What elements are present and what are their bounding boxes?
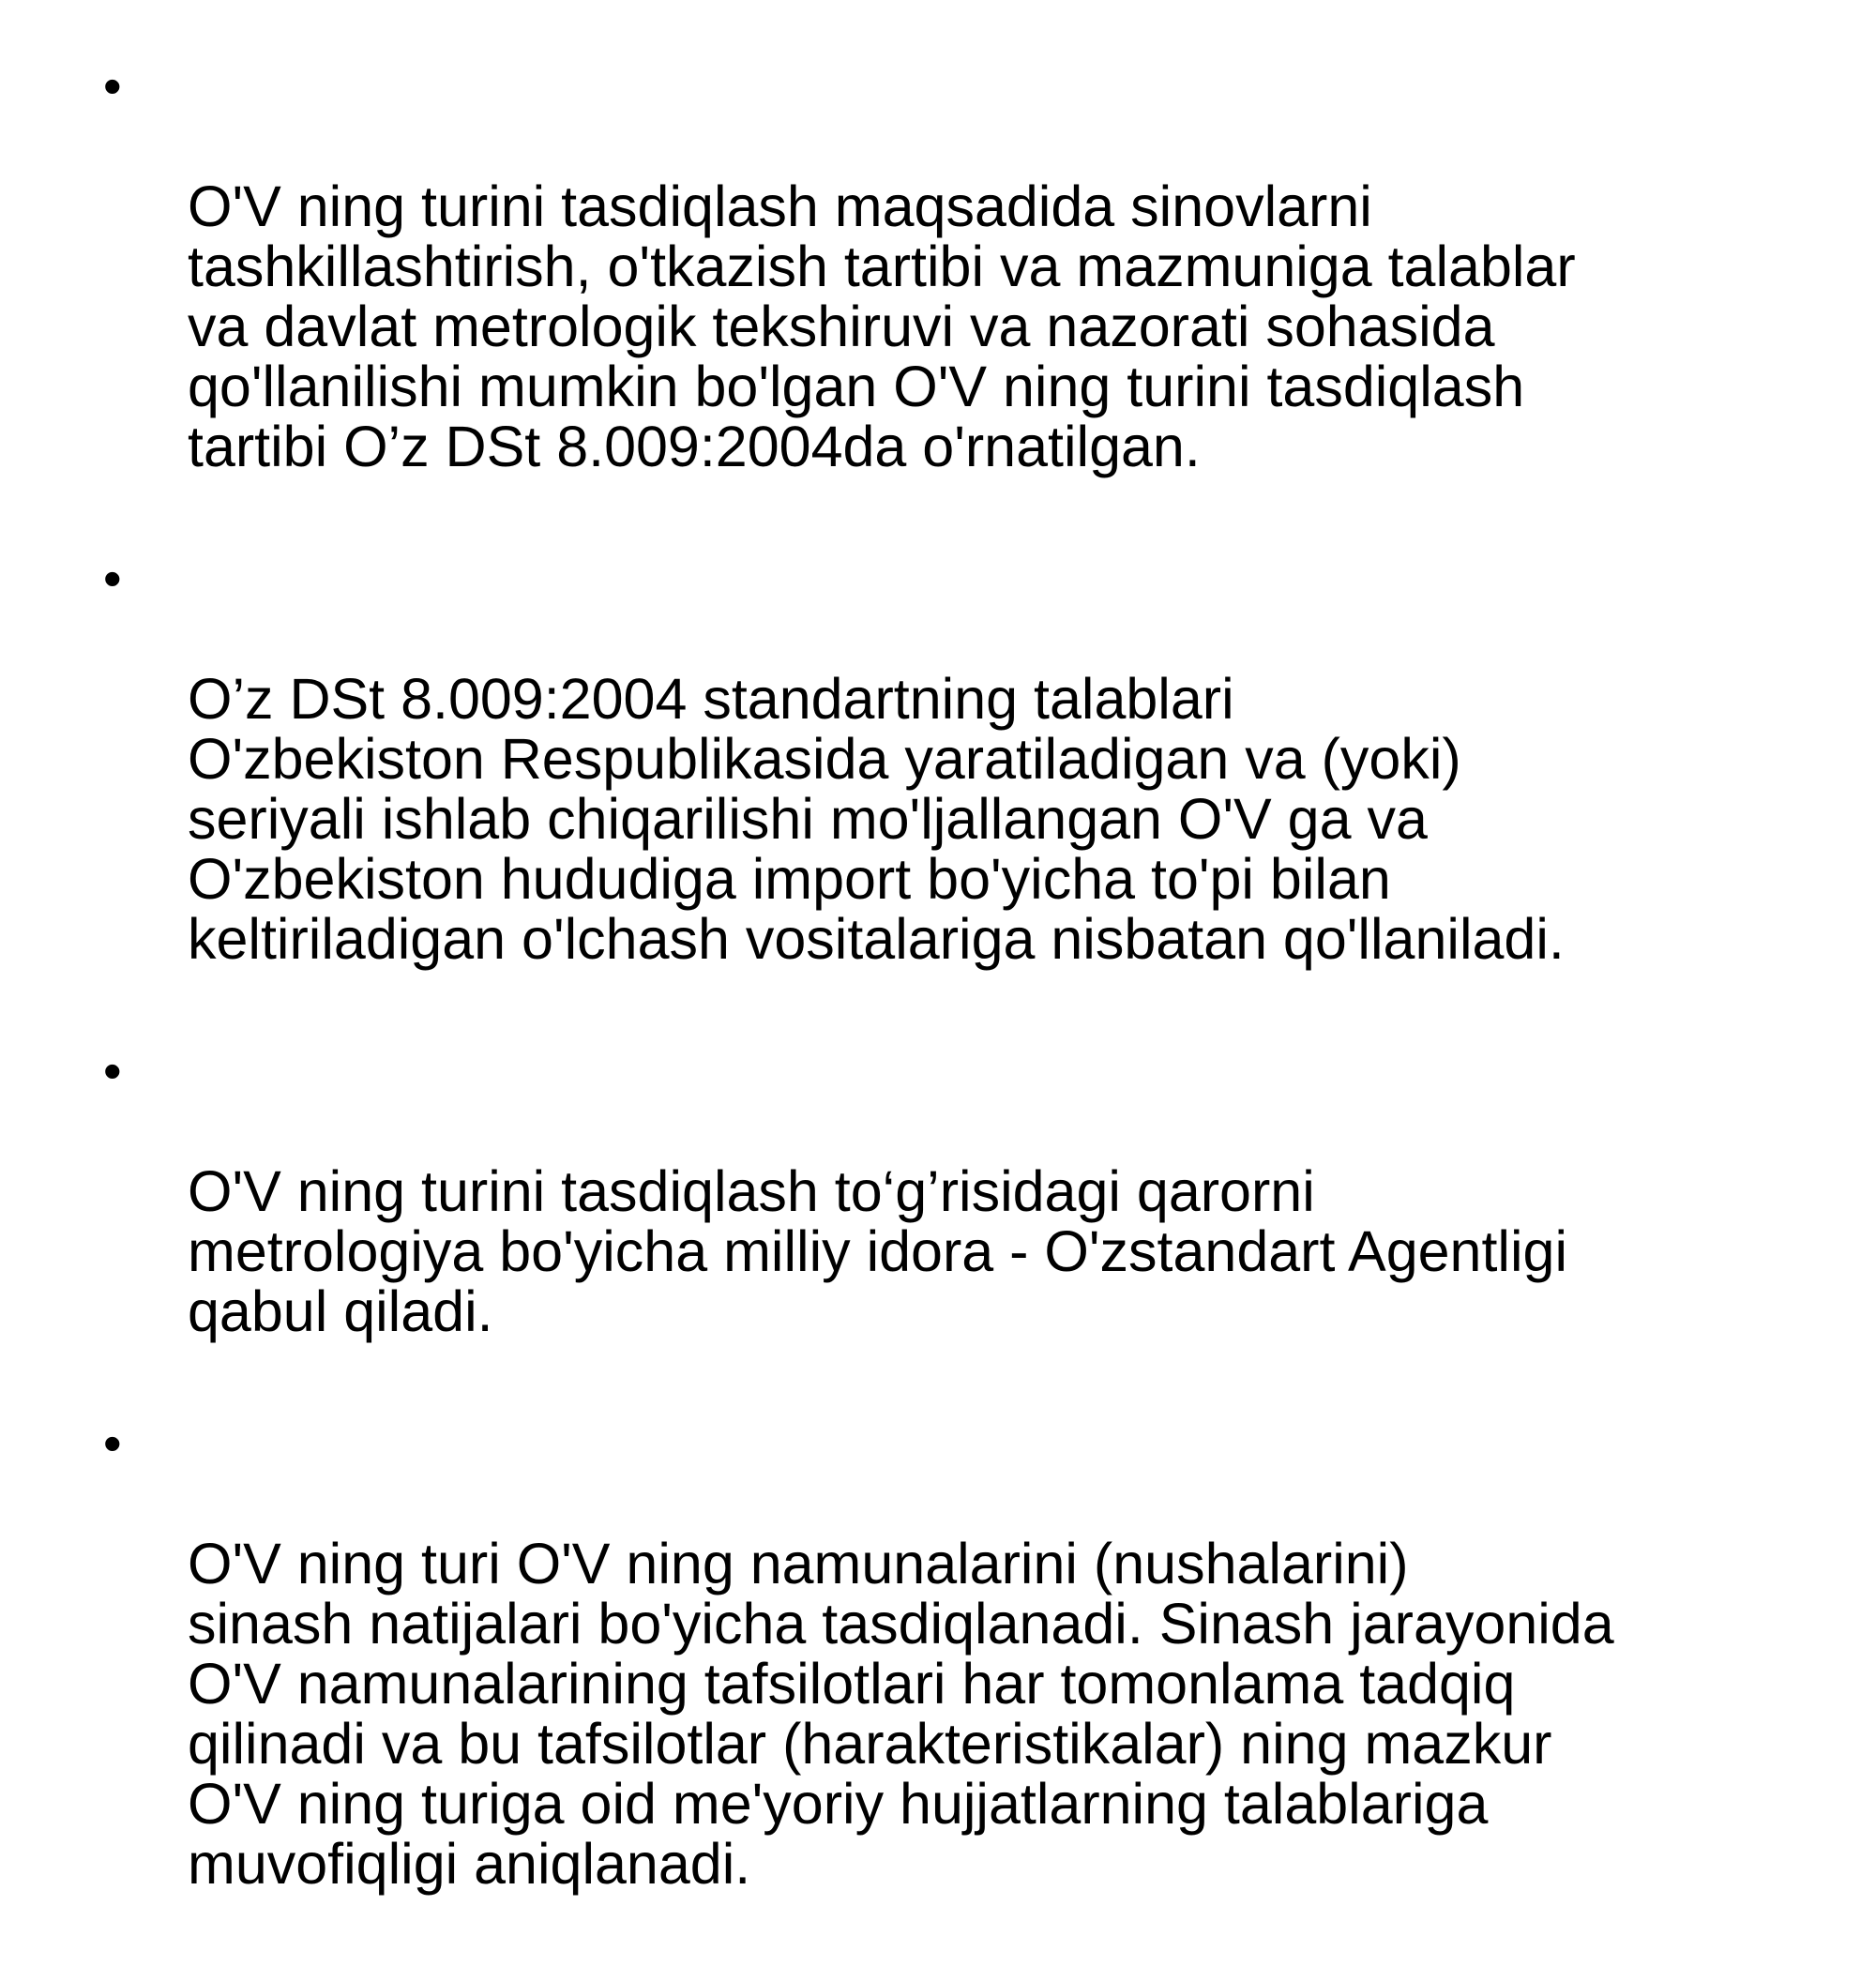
bullet-item (103, 549, 1773, 1029)
bullet-dot-icon: • (103, 549, 122, 608)
bullet-text: O’z DSt 8.009:2004 standartning talablari O'zbekiston Respublikasida yaratiladigan va (yoki) seriyali ishlab chiqarilishi mo'ljallangan O'V ga va O'zbekiston hududiga import bo'yicha to'pi bilan keltiriladigan o'lchash vositalariga nisbatan qo'llaniladi. (188, 667, 1565, 971)
bullet-item (103, 1041, 1773, 1401)
bullet-dot-icon: • (103, 1041, 122, 1100)
bullet-item (103, 1414, 1773, 1954)
bullet-text: O'V ning turini tasdiqlash to‘g’risidagi qarorni metrologiya bo'yicha milliy idora - O'zstandart Agentligi qabul qiladi. (188, 1159, 1567, 1343)
bullet-dot-icon: • (103, 1414, 122, 1473)
bullet-text: O'V ning turi O'V ning namunalarini (nushalarini) sinash natijalari bo'yicha tasdiqlanadi. Sinash jarayonida O'V namunalarining tafsilotlari har tomonlama tadqiq qilinadi va bu tafsilotlar (harakteristikalar) ning mazkur O'V ning turiga oid me'yoriy hujjatlarning talablariga muvofiqligi aniqlanadi. (188, 1532, 1614, 1896)
bullet-text: O'V ning turini tasdiqlash maqsadida sinovlarni tashkillashtirish, o'tkazish tartibi va mazmuniga talablar va davlat metrologik tekshiruvi va nazorati sohasida qo'llanilishi mumkin bo'lgan O'V ning turini tasdiqlash tartibi O’z DSt 8.009:2004da o'rnatilgan. (188, 174, 1576, 478)
bullet-list (103, 56, 1773, 1966)
bullet-item (103, 56, 1773, 537)
bullet-dot-icon: • (103, 56, 122, 115)
